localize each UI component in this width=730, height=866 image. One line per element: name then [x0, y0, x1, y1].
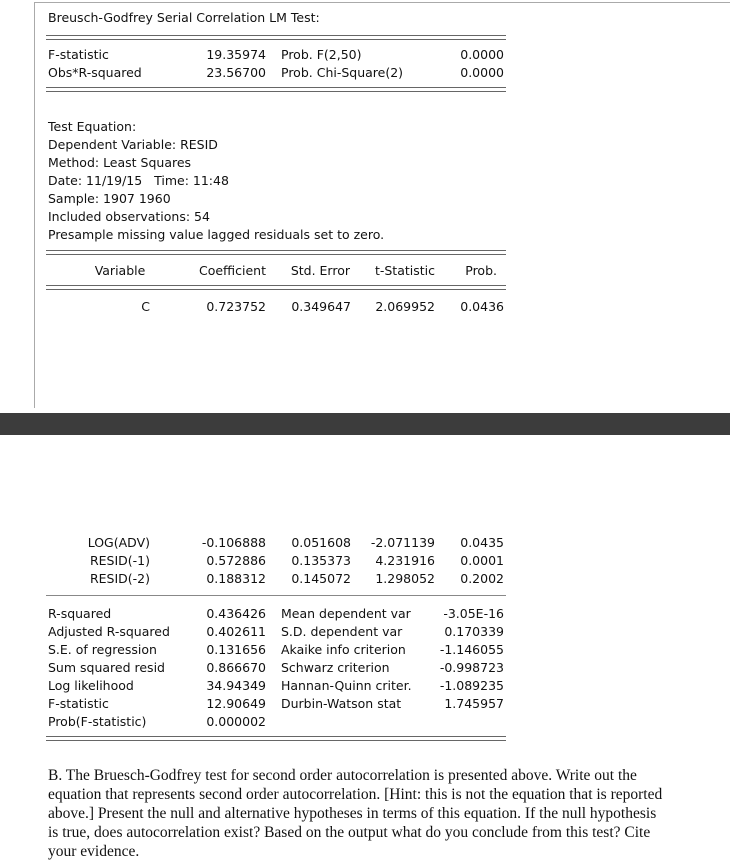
- stat-value: 23.56700: [206, 65, 266, 80]
- cell-variable: C: [141, 299, 150, 314]
- summary-label: F-statistic: [48, 696, 109, 711]
- summary-value: -0.998723: [439, 660, 504, 675]
- test-title: Breusch-Godfrey Serial Correlation LM Test:: [48, 10, 320, 25]
- single-rule: [46, 595, 506, 596]
- double-rule: [46, 35, 506, 40]
- cell-coefficient: 0.188312: [206, 571, 266, 586]
- summary-label: Mean dependent var: [281, 606, 411, 621]
- double-rule: [46, 250, 506, 255]
- info-line: Dependent Variable: RESID: [48, 137, 218, 152]
- cell-t-statistic: -2.071139: [370, 535, 435, 550]
- stat-label: F-statistic: [48, 47, 109, 62]
- info-line: Test Equation:: [48, 119, 137, 134]
- cell-prob: 0.2002: [460, 571, 504, 586]
- double-rule: [46, 87, 506, 92]
- summary-label: Akaike info criterion: [281, 642, 406, 657]
- question-text: B. The Bruesch-Godfrey test for second order autocorrelation is presented above. Write out the equation that represents second order autocorrelation. [Hint: this is not the equation that is reported above.] Present the null and alternative hypotheses in terms of this equation. If the null hypothesis is true, does autocorrelation exist? Based on the output what do you conclude from this test? Cite your evidence.: [48, 767, 663, 860]
- col-coefficient: Coefficient: [198, 263, 266, 278]
- summary-value: 0.131656: [206, 642, 266, 657]
- summary-label: R-squared: [48, 606, 112, 621]
- summary-value: 0.866670: [206, 660, 266, 675]
- summary-value: 1.745957: [444, 696, 504, 711]
- cell-prob: 0.0001: [460, 553, 504, 568]
- double-rule: [46, 285, 506, 290]
- col-variable: Variable: [94, 263, 146, 278]
- cell-coefficient: 0.572886: [206, 553, 266, 568]
- info-line: Date: 11/19/15 Time: 11:48: [48, 173, 229, 188]
- output-frame-top: [34, 2, 730, 3]
- col-std-error: Std. Error: [290, 263, 350, 278]
- stat-prob: 0.0000: [460, 65, 504, 80]
- summary-label: S.D. dependent var: [281, 624, 403, 639]
- summary-label: Schwarz criterion: [281, 660, 390, 675]
- summary-label: Log likelihood: [48, 678, 134, 693]
- cell-coefficient: 0.723752: [206, 299, 266, 314]
- info-line: Sample: 1907 1960: [48, 191, 171, 206]
- cell-variable: RESID(-1): [89, 553, 150, 568]
- info-line: Presample missing value lagged residuals set to zero.: [48, 227, 385, 242]
- output-frame-left: [34, 2, 35, 408]
- stat-label: Obs*R-squared: [48, 65, 142, 80]
- cell-prob: 0.0436: [460, 299, 504, 314]
- col-prob: Prob.: [465, 263, 497, 278]
- stat-value: 19.35974: [206, 47, 266, 62]
- summary-value: 0.000002: [206, 714, 266, 729]
- cell-t-statistic: 2.069952: [375, 299, 435, 314]
- summary-label: Adjusted R-squared: [48, 624, 170, 639]
- cell-t-statistic: 1.298052: [375, 571, 435, 586]
- cell-std-error: 0.051608: [291, 535, 351, 550]
- summary-label: Durbin-Watson stat: [281, 696, 402, 711]
- summary-value: 0.402611: [206, 624, 266, 639]
- summary-label: Sum squared resid: [48, 660, 165, 675]
- cell-std-error: 0.145072: [291, 571, 351, 586]
- cell-variable: RESID(-2): [89, 571, 150, 586]
- stat-prob-label: Prob. Chi-Square(2): [281, 65, 404, 80]
- summary-label: Prob(F-statistic): [48, 714, 147, 729]
- summary-value: 0.170339: [444, 624, 504, 639]
- summary-value: 0.436426: [206, 606, 266, 621]
- stat-prob: 0.0000: [460, 47, 504, 62]
- summary-label: S.E. of regression: [48, 642, 157, 657]
- info-line: Method: Least Squares: [48, 155, 192, 170]
- cell-coefficient: -0.106888: [201, 535, 266, 550]
- summary-label: Hannan-Quinn criter.: [281, 678, 412, 693]
- stat-prob-label: Prob. F(2,50): [281, 47, 362, 62]
- summary-value: -3.05E-16: [443, 606, 504, 621]
- col-t-statistic: t-Statistic: [374, 263, 435, 278]
- cell-t-statistic: 4.231916: [375, 553, 435, 568]
- separator-bar: [0, 413, 730, 435]
- summary-value: 34.94349: [206, 678, 266, 693]
- double-rule: [46, 736, 506, 741]
- cell-prob: 0.0435: [460, 535, 504, 550]
- summary-value: -1.089235: [439, 678, 504, 693]
- summary-value: -1.146055: [439, 642, 504, 657]
- cell-variable: LOG(ADV): [87, 535, 150, 550]
- cell-std-error: 0.135373: [291, 553, 351, 568]
- summary-value: 12.90649: [206, 696, 266, 711]
- cell-std-error: 0.349647: [291, 299, 351, 314]
- info-line: Included observations: 54: [48, 209, 210, 224]
